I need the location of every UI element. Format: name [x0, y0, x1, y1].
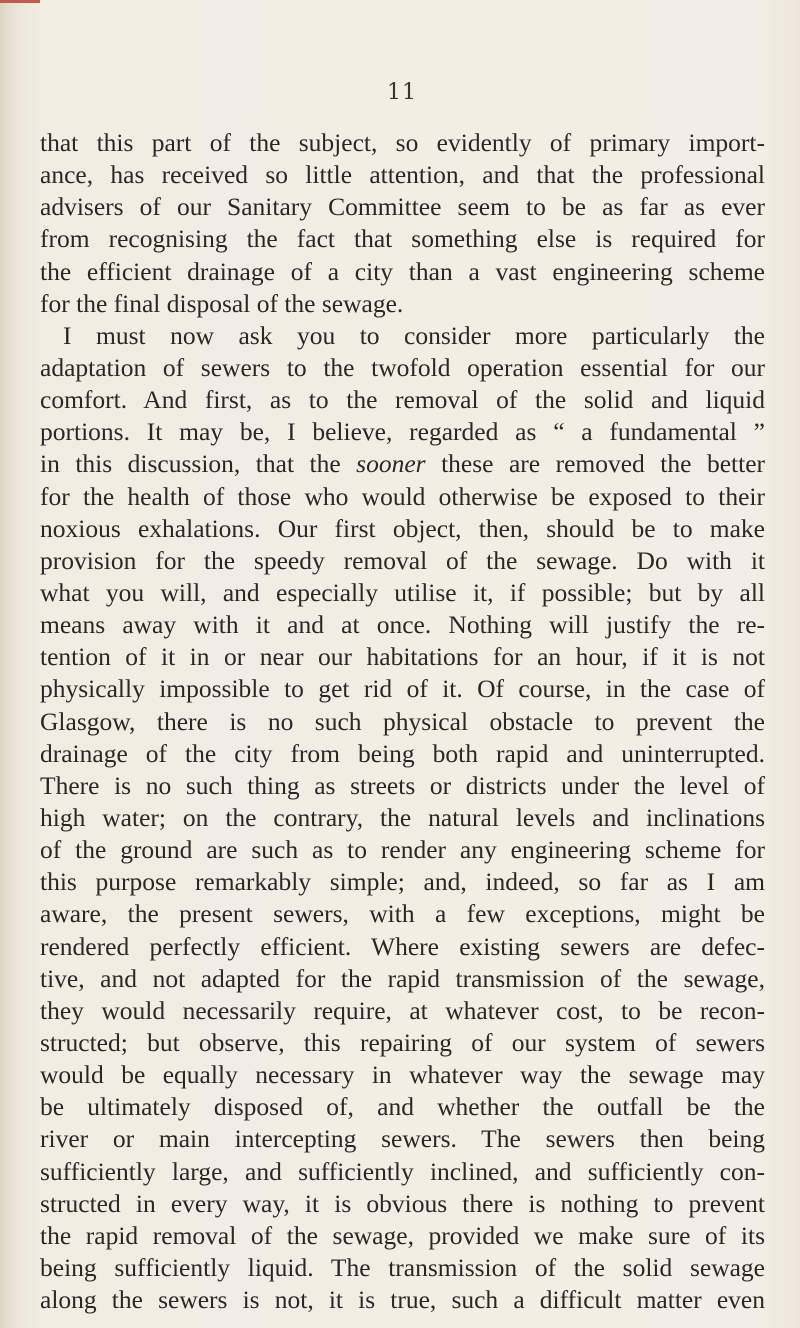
text-line: for the health of those who would otherwise be exposed to their: [40, 481, 765, 511]
text-line: from recognising the fact that something else is required for: [40, 224, 765, 254]
text-line: structed; but observe, this repairing of our system of sewers: [40, 1027, 765, 1057]
body-text: [40, 127, 765, 1316]
text-line: comfort. And first, as to the removal of the solid and liquid: [40, 385, 765, 415]
text-line: being sufficiently liquid. The transmission of the solid sewage: [40, 1252, 765, 1282]
text-line: rendered perfectly efficient. Where existing sewers are defec-: [40, 931, 765, 961]
text-line: advisers of our Sanitary Committee seem to be as far as ever: [40, 192, 765, 222]
text-line: along the sewers is not, it is true, such a difficult matter even: [40, 1285, 765, 1315]
text-line: provision for the speedy removal of the sewage. Do with it: [40, 545, 765, 575]
text-line: I must now ask you to consider more particularly the: [63, 320, 765, 350]
page-edge: [0, 0, 14, 1328]
text-line: the rapid removal of the sewage, provided we make sure of its: [40, 1220, 765, 1250]
text-line: Glasgow, there is no such physical obstacle to prevent the: [40, 706, 765, 736]
text-line: they would necessarily require, at whatever cost, to be recon-: [40, 995, 765, 1025]
text-line: drainage of the city from being both rapid and uninterrupted.: [40, 738, 765, 768]
corner-mark: [0, 0, 40, 3]
text-line: would be equally necessary in whatever way the sewage may: [40, 1060, 765, 1090]
text-line: [40, 448, 765, 480]
text-line: what you will, and especially utilise it, if possible; but by all: [40, 577, 765, 607]
text-line: the efficient drainage of a city than a vast engineering scheme: [40, 256, 765, 286]
text-line: high water; on the contrary, the natural levels and inclinations: [40, 802, 765, 832]
text-line: be ultimately disposed of, and whether the outfall be the: [40, 1092, 765, 1122]
text-line: aware, the present sewers, with a few exceptions, might be: [40, 899, 765, 929]
page-number: 11: [387, 80, 417, 105]
text-line: that this part of the subject, so evidently of primary import-: [40, 128, 765, 157]
text-line: adaptation of sewers to the twofold operation essential for our: [40, 352, 765, 382]
italic-word: sooner: [356, 449, 426, 479]
text-segment: these are removed the better: [425, 449, 765, 479]
text-line: of the ground are such as to render any engineering scheme for: [40, 835, 765, 865]
text-line: There is no such thing as streets or districts under the level of: [40, 770, 765, 800]
text-line: tention of it in or near our habitations for an hour, if it is not: [40, 642, 765, 672]
text-line: tive, and not adapted for the rapid transmission of the sewage,: [40, 963, 765, 993]
text-line: sufficiently large, and sufficiently inclined, and sufficiently con-: [40, 1156, 765, 1186]
text-line: ance, has received so little attention, and that the professional: [40, 160, 765, 190]
text-segment: in this discussion, that the: [40, 449, 357, 479]
text-line: noxious exhalations. Our first object, then, should be to make: [40, 513, 765, 543]
text-line: structed in every way, it is obvious there is nothing to prevent: [40, 1188, 765, 1218]
text-line: this purpose remarkably simple; and, indeed, so far as I am: [40, 867, 765, 897]
text-line: river or main intercepting sewers. The sewers then being: [40, 1124, 765, 1154]
text-line: means away with it and at once. Nothing will justify the re-: [40, 610, 765, 640]
text-line: for the final disposal of the sewage.: [40, 288, 404, 318]
text-line: portions. It may be, I believe, regarded as “ a fundamental ”: [40, 417, 765, 447]
text-line: physically impossible to get rid of it. Of course, in the case of: [40, 674, 765, 704]
